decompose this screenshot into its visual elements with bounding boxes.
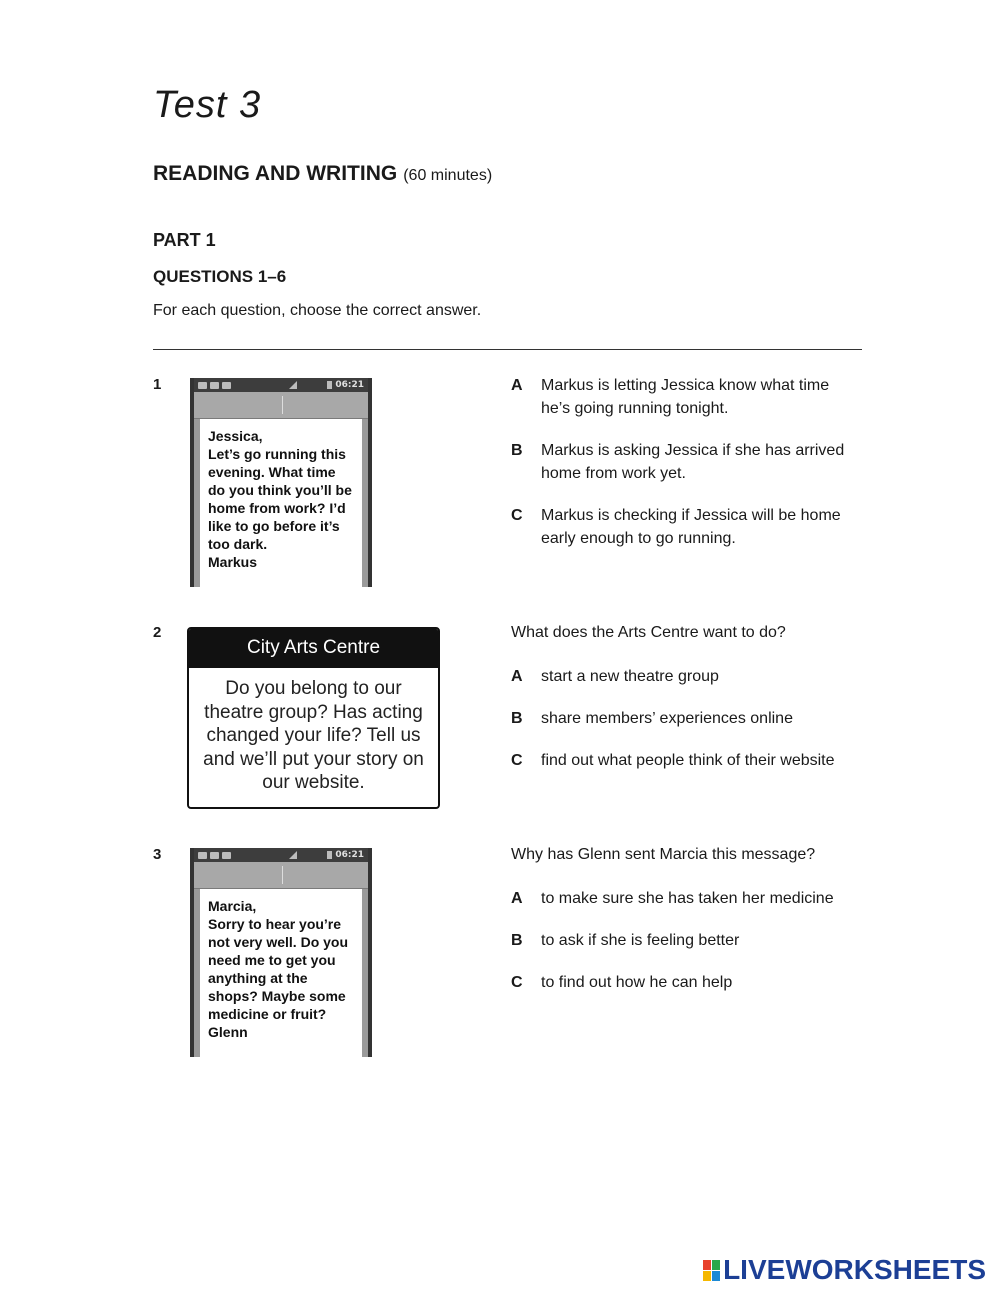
- option-text: share members’ experiences online: [541, 710, 793, 727]
- option-letter: C: [511, 752, 523, 769]
- phone-status-bar: [194, 378, 368, 392]
- option-c[interactable]: [511, 504, 861, 550]
- message-icon: [198, 382, 207, 389]
- mail-icon: [210, 852, 219, 859]
- question-3-options: [511, 887, 861, 994]
- battery-icon: [327, 851, 332, 859]
- logo-text: LIVEWORKSHEETS: [723, 1254, 986, 1285]
- text-message: Jessica, Let’s go running this evening. What time do you think you’ll be home from work? I’d like to go before it’s too dark. Markus: [200, 419, 362, 587]
- option-text: to ask if she is feeling better: [541, 932, 740, 949]
- question-range: QUESTIONS 1–6: [153, 267, 287, 286]
- notice-title: City Arts Centre: [189, 629, 438, 668]
- logo-square: [703, 1271, 711, 1281]
- option-text: start a new theatre group: [541, 668, 719, 685]
- option-c[interactable]: [511, 749, 861, 772]
- option-text: to make sure she has taken her medicine: [541, 890, 834, 907]
- logo-mark-icon: [703, 1260, 720, 1281]
- logo-square: [712, 1260, 720, 1270]
- option-letter: C: [511, 974, 523, 991]
- text-message: Marcia, Sorry to hear you’re not very well. Do you need me to get you anything at the shops? Maybe some medicine or fruit? Glenn: [200, 889, 362, 1057]
- option-b[interactable]: [511, 929, 861, 952]
- divider: [153, 349, 862, 350]
- phone-message-1: [190, 378, 372, 587]
- option-letter: A: [511, 668, 523, 685]
- section-duration: (60 minutes): [403, 167, 493, 184]
- option-text: Markus is asking Jessica if she has arrived home from work yet.: [541, 442, 845, 482]
- phone-message-3: [190, 848, 372, 1057]
- option-b[interactable]: [511, 707, 861, 730]
- question-3-text: Why has Glenn sent Marcia this message?: [511, 846, 816, 863]
- section-name: READING AND WRITING: [153, 162, 398, 185]
- option-a[interactable]: [511, 374, 861, 420]
- phone-time: 06:21: [335, 380, 364, 390]
- option-text: Markus is letting Jessica know what time he’s going running tonight.: [541, 377, 830, 417]
- battery-icon: [327, 381, 332, 389]
- phone-header: [194, 392, 368, 419]
- wifi-icon: [222, 852, 231, 859]
- phone-header: [194, 862, 368, 889]
- option-c[interactable]: [511, 971, 861, 994]
- message-icon: [198, 852, 207, 859]
- option-text: find out what people think of their website: [541, 752, 835, 769]
- section-title: [153, 162, 492, 186]
- option-letter: B: [511, 710, 523, 727]
- option-text: to find out how he can help: [541, 974, 733, 991]
- signal-icon: [289, 851, 297, 859]
- question-1-options: [511, 374, 861, 550]
- notice-body: Do you belong to our theatre group? Has acting changed your life? Tell us and we’ll put your story on our website.: [203, 678, 424, 793]
- option-letter: B: [511, 442, 523, 459]
- instructions: For each question, choose the correct answer.: [153, 302, 482, 319]
- mail-icon: [210, 382, 219, 389]
- question-2-text: What does the Arts Centre want to do?: [511, 624, 786, 641]
- wifi-icon: [222, 382, 231, 389]
- logo-square: [703, 1260, 711, 1270]
- part-title: PART 1: [153, 230, 216, 250]
- option-text: Markus is checking if Jessica will be home early enough to go running.: [541, 507, 841, 547]
- question-2-options: [511, 665, 861, 772]
- option-letter: C: [511, 507, 523, 524]
- option-a[interactable]: [511, 665, 861, 688]
- phone-time: 06:21: [335, 850, 364, 860]
- question-3-number: 3: [153, 846, 162, 863]
- signal-icon: [289, 381, 297, 389]
- liveworksheets-logo[interactable]: [703, 1254, 986, 1286]
- logo-square: [712, 1271, 720, 1281]
- option-a[interactable]: [511, 887, 861, 910]
- arts-centre-notice: [187, 627, 440, 809]
- option-letter: A: [511, 890, 523, 907]
- option-letter: B: [511, 932, 523, 949]
- test-title: Test 3: [153, 84, 262, 126]
- question-1-number: 1: [153, 376, 162, 393]
- option-letter: A: [511, 377, 523, 394]
- question-2-number: 2: [153, 624, 162, 641]
- option-b[interactable]: [511, 439, 861, 485]
- phone-status-bar: [194, 848, 368, 862]
